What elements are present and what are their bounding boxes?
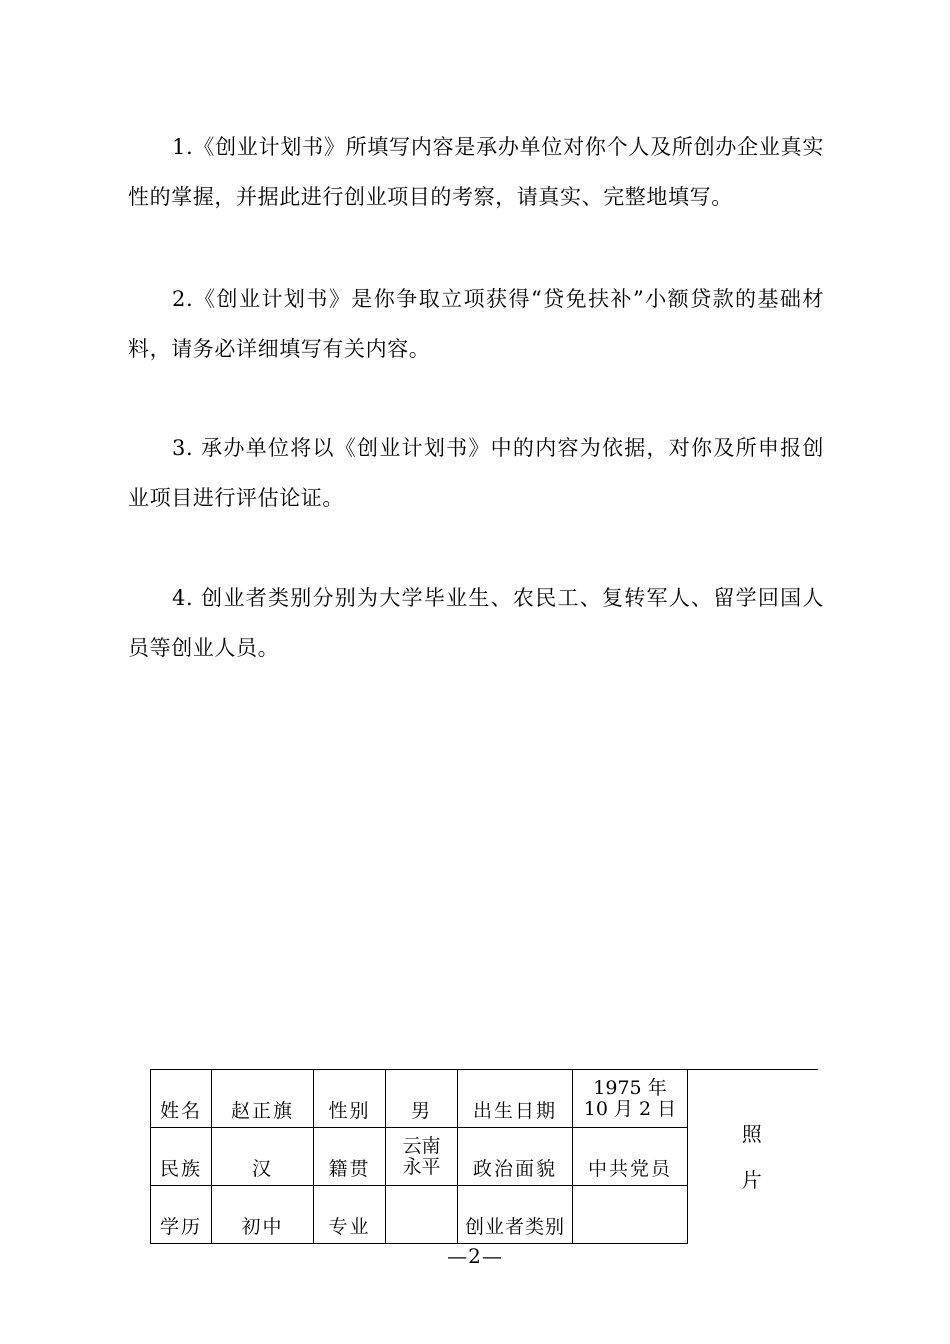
political-status-value: 中共党员: [573, 1128, 688, 1186]
major-value: [386, 1186, 458, 1244]
gender-value: 男: [386, 1070, 458, 1128]
instruction-2: 2.《创业计划书》是你争取立项获得“贷免扶补”小额贷款的基础材料，请务必详细填写有关内容。: [128, 287, 824, 361]
instruction-3: 3. 承办单位将以《创业计划书》中的内容为依据，对你及所申报创业项目进行评估论证。: [128, 436, 824, 510]
birth-date-month-day: 10 月 2 日: [583, 1097, 677, 1120]
instruction-1: 1.《创业计划书》所填写内容是承办单位对你个人及所创办企业真实性的掌握，并据此进行创业项目的考察，请真实、完整地填写。: [128, 135, 824, 209]
name-value: 赵正旗: [212, 1070, 314, 1128]
table-row: [151, 1070, 818, 1128]
native-place-value: [386, 1128, 458, 1186]
political-status-label: 政治面貌: [458, 1128, 573, 1186]
birth-date-label: 出生日期: [458, 1070, 573, 1128]
entrepreneur-category-label: 创业者类别: [458, 1186, 573, 1244]
applicant-info-table: [150, 1069, 818, 1244]
native-place-label: 籍贯: [314, 1128, 386, 1186]
ethnicity-value: 汉: [212, 1128, 314, 1186]
photo-box: [688, 1070, 818, 1244]
birth-date-year: 1975 年: [593, 1076, 667, 1099]
native-place-line-1: 云南: [402, 1134, 441, 1157]
education-value: 初中: [212, 1186, 314, 1244]
page-number: —2—: [447, 1244, 503, 1268]
photo-label-1: 照: [741, 1121, 764, 1146]
major-label: 专业: [314, 1186, 386, 1244]
name-label: 姓名: [151, 1070, 212, 1128]
native-place-line-2: 永平: [402, 1155, 441, 1178]
education-label: 学历: [151, 1186, 212, 1244]
instruction-4: 4. 创业者类别分别为大学毕业生、农民工、复转军人、留学回国人员等创业人员。: [128, 586, 824, 660]
gender-label: 性别: [314, 1070, 386, 1128]
birth-date-value: [573, 1070, 688, 1128]
ethnicity-label: 民族: [151, 1128, 212, 1186]
photo-label-2: 片: [741, 1167, 764, 1192]
entrepreneur-category-value: [573, 1186, 688, 1244]
